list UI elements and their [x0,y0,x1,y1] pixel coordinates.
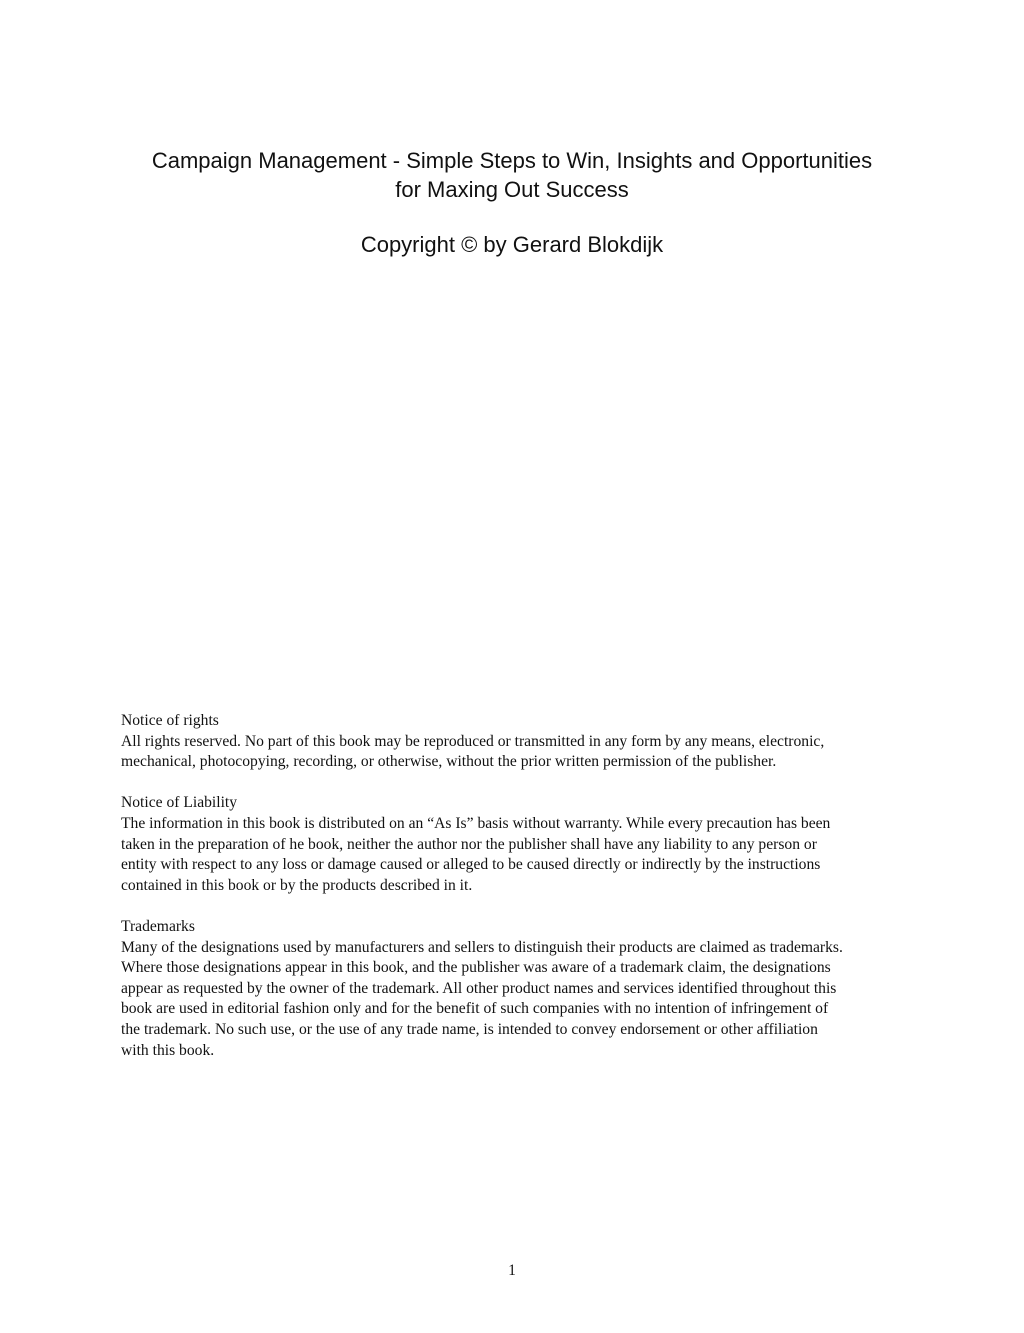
legal-notices [121,711,911,1082]
section-line: The information in this book is distributed on an “As Is” basis without warranty. While every precaution has been [121,814,831,832]
section-line: appear as requested by the owner of the trademark. All other product names and services identified throughout this [121,979,837,997]
page-number: 1 [508,1262,516,1279]
copyright-line: Copyright © by Gerard Blokdijk [360,232,664,257]
notice-of-liability-section [121,793,911,896]
section-line: the trademark. No such use, or the use of any trade name, is intended to convey endorsement or other affiliation [121,1020,818,1038]
section-line: book are used in editorial fashion only and for the benefit of such companies with no intention of infringement of [121,1000,829,1018]
section-heading: Trademarks [121,917,195,935]
section-line: All rights reserved. No part of this book may be reproduced or transmitted in any form by any means, electronic, [121,732,825,750]
section-line: mechanical, photocopying, recording, or otherwise, without the prior written permission of the publisher. [121,753,777,771]
title-line: for Maxing Out Success [395,177,629,202]
section-line: with this book. [121,1041,215,1059]
section-line: contained in this book or by the products described in it. [121,876,473,894]
section-heading: Notice of Liability [121,794,238,812]
title-line: Campaign Management - Simple Steps to Win, Insights and Opportunities [151,148,873,173]
section-line: taken in the preparation of he book, neither the author nor the publisher shall have any liability to any person or [121,835,817,853]
trademarks-section [121,917,911,1061]
document-title [0,146,1024,204]
section-line: entity with respect to any loss or damage caused or alleged to be caused directly or indirectly by the instructions [121,856,821,874]
section-heading: Notice of rights [121,712,219,729]
section-line: Where those designations appear in this book, and the publisher was aware of a trademark claim, the designations [121,959,831,977]
notice-of-rights-section [121,711,911,773]
section-line: Many of the designations used by manufacturers and sellers to distinguish their products are claimed as trademarks. [121,938,843,956]
